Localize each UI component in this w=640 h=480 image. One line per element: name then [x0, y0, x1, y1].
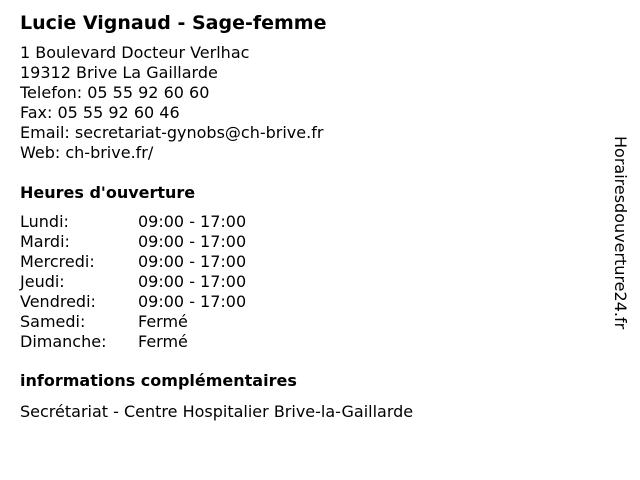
day-label: Dimanche: — [20, 332, 107, 351]
web-line: Web: ch-brive.fr/ — [20, 143, 154, 162]
time-value: 09:00 - 17:00 — [138, 292, 247, 311]
additional-info-heading: informations complémentaires — [20, 371, 297, 390]
hours-row-saturday — [20, 312, 246, 332]
time-value: 09:00 - 17:00 — [138, 252, 247, 271]
opening-hours-heading: Heures d'ouverture — [20, 183, 196, 202]
time-value: 09:00 - 17:00 — [138, 212, 247, 231]
day-label: Samedi: — [20, 312, 86, 331]
email-line: Email: secretariat-gynobs@ch-brive.fr — [20, 123, 324, 142]
address-city: 19312 Brive La Gaillarde — [20, 63, 218, 82]
time-value: Fermé — [138, 312, 188, 331]
time-value: 09:00 - 17:00 — [138, 232, 247, 251]
time-value: Fermé — [138, 332, 188, 351]
day-label: Mardi: — [20, 232, 70, 251]
hours-row-wednesday — [20, 252, 246, 272]
site-watermark: Horairesdouverture24.fr — [611, 136, 630, 330]
day-label: Mercredi: — [20, 252, 95, 271]
opening-hours-table — [20, 212, 246, 352]
business-card — [20, 10, 600, 422]
hours-row-sunday — [20, 332, 246, 352]
fax-line: Fax: 05 55 92 60 46 — [20, 103, 180, 122]
hours-row-thursday — [20, 272, 246, 292]
page-title: Lucie Vignaud - Sage-femme — [20, 12, 327, 34]
phone-line: Telefon: 05 55 92 60 60 — [20, 83, 210, 102]
day-label: Lundi: — [20, 212, 69, 231]
time-value: 09:00 - 17:00 — [138, 272, 247, 291]
hours-row-monday — [20, 212, 246, 232]
hours-row-tuesday — [20, 232, 246, 252]
additional-info-text: Secrétariat - Centre Hospitalier Brive-la-Gaillarde — [20, 402, 414, 421]
day-label: Jeudi: — [20, 272, 65, 291]
hours-row-friday — [20, 292, 246, 312]
address-street: 1 Boulevard Docteur Verlhac — [20, 43, 250, 62]
day-label: Vendredi: — [20, 292, 96, 311]
